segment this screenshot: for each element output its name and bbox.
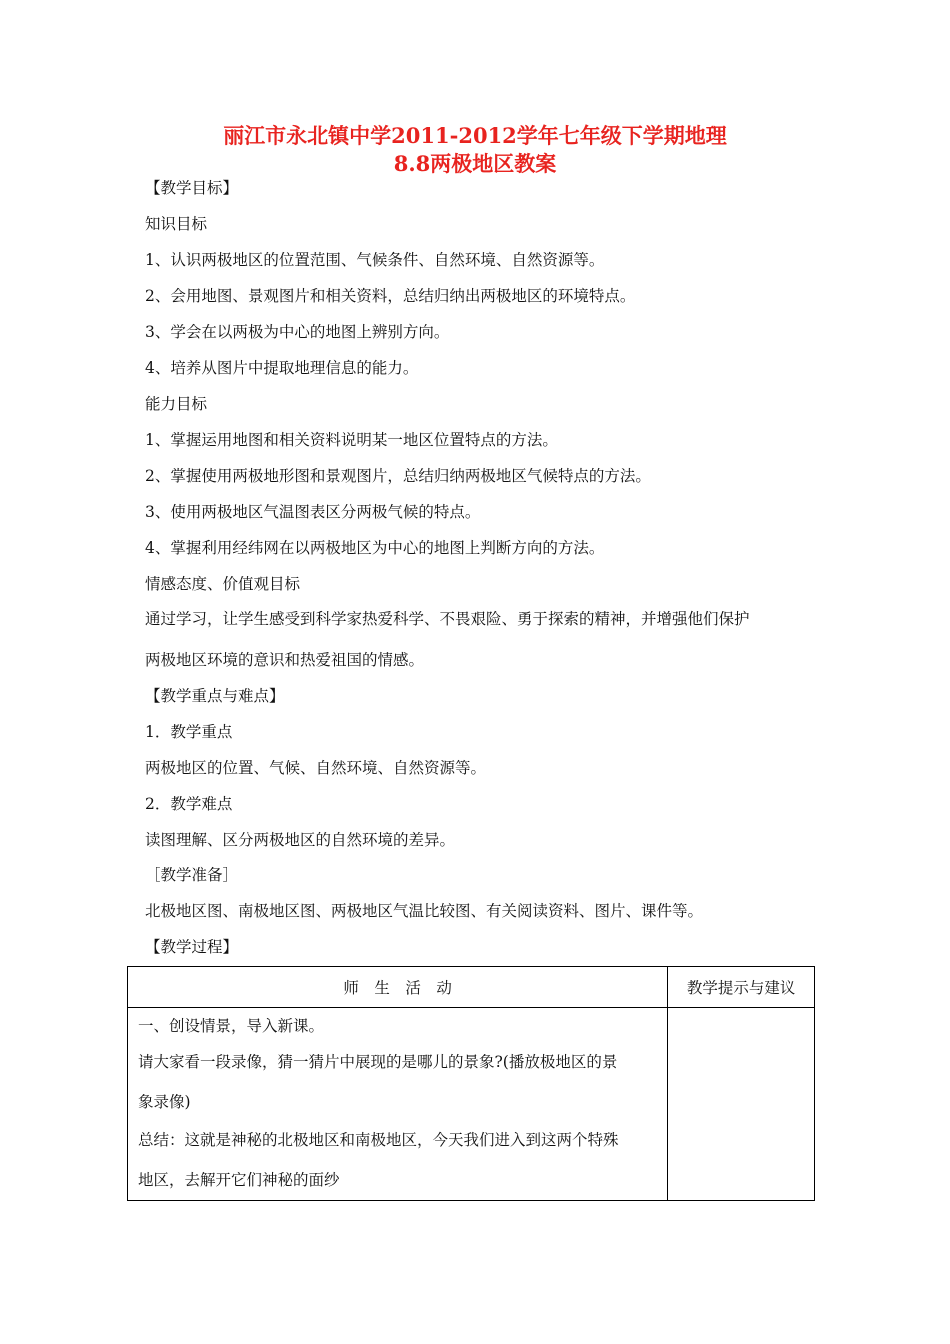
column-header-activities: 师 生 活 动 <box>128 967 668 1008</box>
sub-heading: 2．教学难点 <box>145 795 233 813</box>
list-item: 4、掌握利用经纬网在以两极地区为中心的地图上判断方向的方法。 <box>145 539 605 557</box>
activity-cell <box>128 1008 668 1201</box>
column-header-hints: 教学提示与建议 <box>668 967 815 1008</box>
hint-cell <box>668 1008 815 1201</box>
list-item: 3、使用两极地区气温图表区分两极气候的特点。 <box>145 503 481 521</box>
cell-line: 象录像) <box>138 1093 191 1111</box>
section-heading: ［教学准备］ <box>145 866 239 884</box>
cell-line: 一、创设情景，导入新课。 <box>138 1017 325 1035</box>
section-heading: 【教学重点与难点】 <box>145 687 285 705</box>
process-table <box>127 966 815 1201</box>
section-heading: 【教学目标】 <box>145 179 239 197</box>
cell-line: 请大家看一段录像，猜一猜片中展现的是哪儿的景象?(播放极地区的景 <box>138 1053 618 1071</box>
list-item: 2、会用地图、景观图片和相关资料，总结归纳出两极地区的环境特点。 <box>145 287 636 305</box>
list-item: 3、学会在以两极为中心的地图上辨别方向。 <box>145 323 450 341</box>
sub-heading: 知识目标 <box>145 215 208 233</box>
section-heading: 【教学过程】 <box>145 938 239 956</box>
title-line-2: 8.8两极地区教案 <box>393 151 557 176</box>
cell-line: 地区，去解开它们神秘的面纱 <box>138 1171 340 1189</box>
paragraph-line: 北极地区图、南极地区图、两极地区气温比较图、有关阅读资料、图片、课件等。 <box>145 902 704 920</box>
cell-line: 总结：这就是神秘的北极地区和南极地区，今天我们进入到这两个特殊 <box>138 1131 619 1149</box>
title-line-1: 丽江市永北镇中学2011-2012学年七年级下学期地理 <box>223 123 727 148</box>
list-item: 2、掌握使用两极地形图和景观图片，总结归纳两极地区气候特点的方法。 <box>145 467 651 485</box>
sub-heading: 情感态度、价值观目标 <box>145 575 301 593</box>
list-item: 1、认识两极地区的位置范围、气候条件、自然环境、自然资源等。 <box>145 251 605 269</box>
list-item: 1、掌握运用地图和相关资料说明某一地区位置特点的方法。 <box>145 431 558 449</box>
table-header-row <box>128 967 815 1008</box>
list-item: 4、培养从图片中提取地理信息的能力。 <box>145 359 419 377</box>
table-row <box>128 1008 815 1201</box>
paragraph-line: 两极地区的位置、气候、自然环境、自然资源等。 <box>145 759 487 777</box>
sub-heading: 能力目标 <box>145 395 208 413</box>
sub-heading: 1．教学重点 <box>145 723 233 741</box>
paragraph-line: 读图理解、区分两极地区的自然环境的差异。 <box>145 831 456 849</box>
paragraph-line: 两极地区环境的意识和热爱祖国的情感。 <box>145 651 425 669</box>
paragraph-line: 通过学习，让学生感受到科学家热爱科学、不畏艰险、勇于探索的精神，并增强他们保护 <box>145 610 750 628</box>
